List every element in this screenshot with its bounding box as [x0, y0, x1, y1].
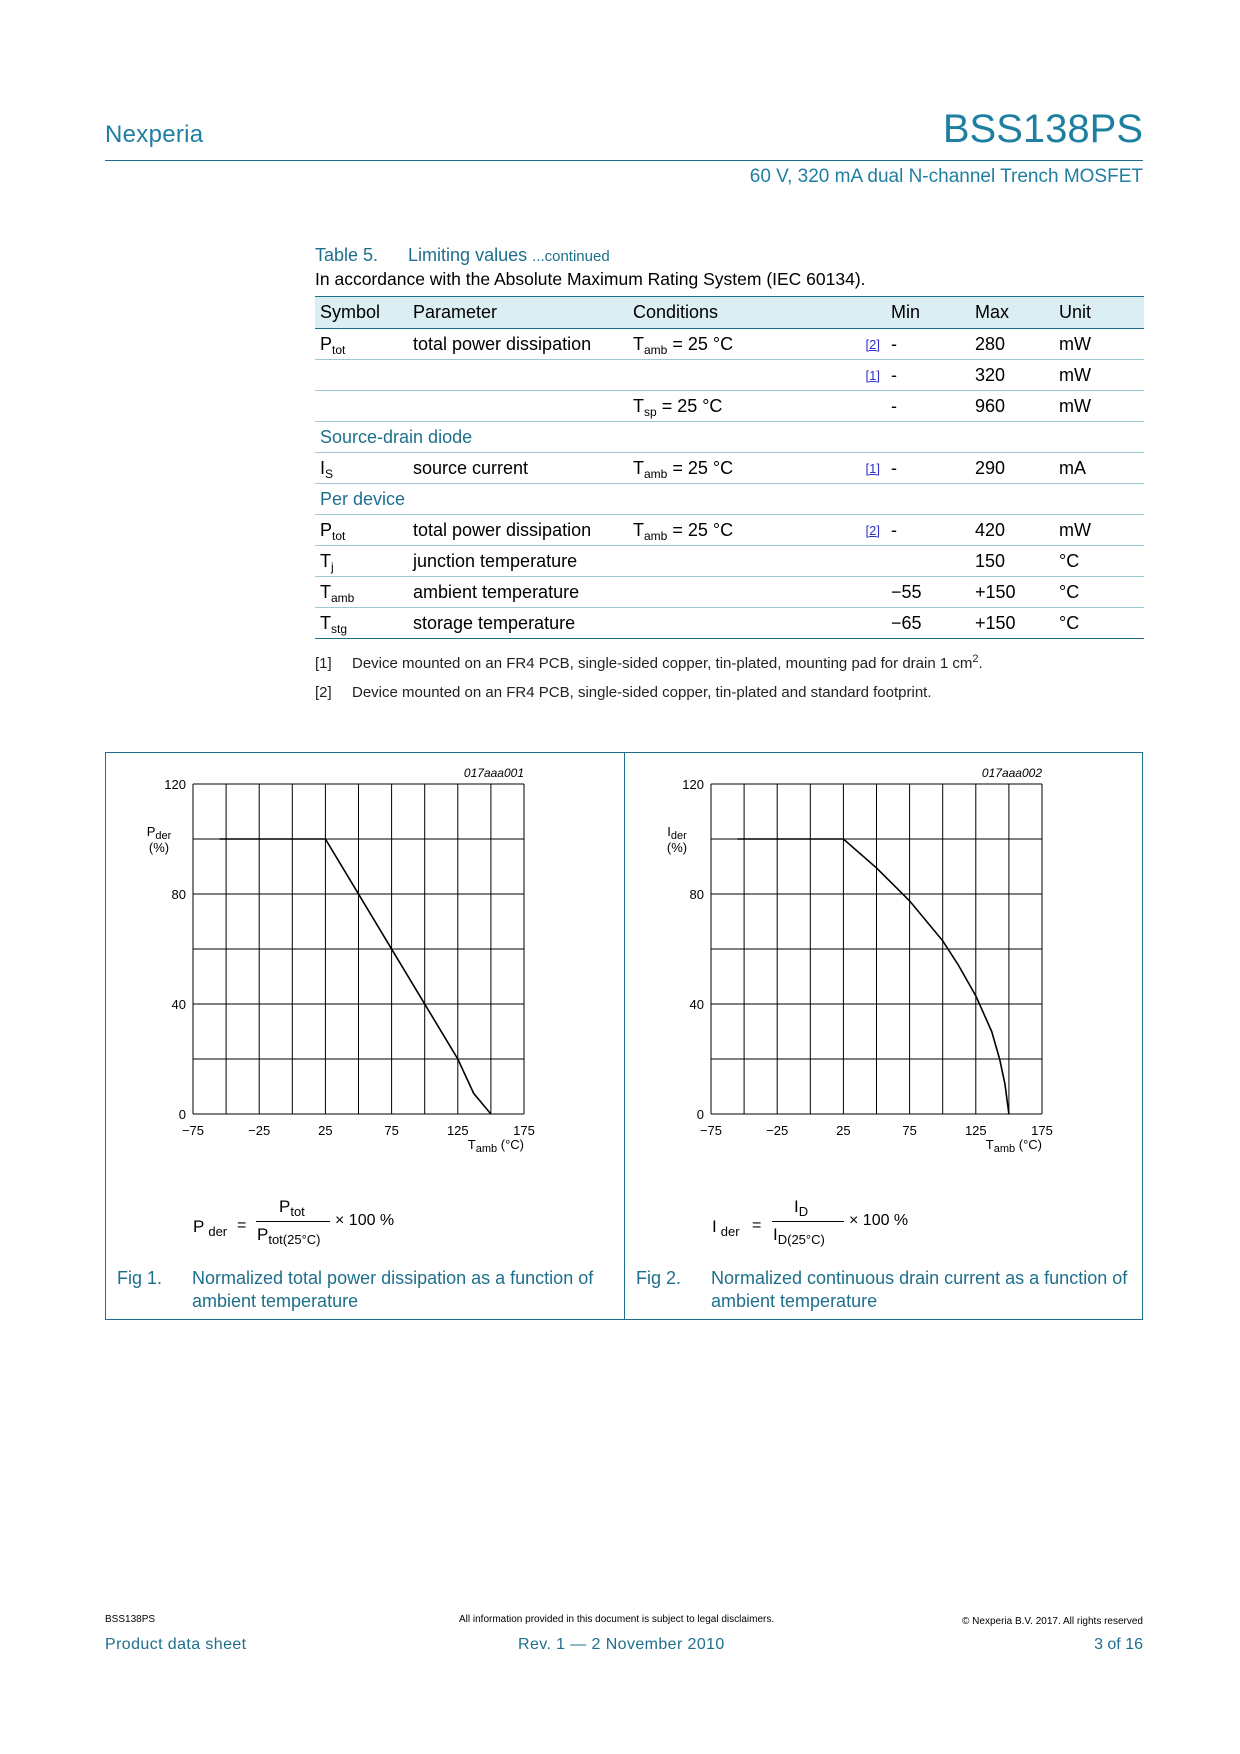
formula-1-bar — [256, 1221, 330, 1222]
cell-max — [970, 360, 1054, 391]
parameter-text: total power dissipation — [413, 519, 592, 540]
cell-min — [886, 453, 970, 484]
cell-note-ref — [856, 577, 886, 608]
max-value: 420 — [975, 519, 1006, 540]
condition-sub: sp — [644, 404, 657, 419]
note-reference-link[interactable]: [2] — [865, 336, 880, 352]
footer-doc-id: BSS138PS — [105, 1614, 156, 1625]
cell-conditions — [628, 608, 856, 639]
y-tick-label: 40 — [689, 997, 704, 1012]
symbol-sub: j — [331, 559, 334, 574]
footnote-1-number: [1] — [315, 655, 332, 672]
cell-parameter — [408, 608, 628, 639]
cell-conditions — [628, 453, 856, 484]
formula-2-equals: = — [752, 1217, 762, 1234]
cell-unit — [1054, 329, 1144, 360]
footnote-1 — [315, 655, 983, 672]
parameter-text: junction temperature — [413, 550, 578, 571]
figure-2-text: Normalized continuous drain current as a function of ambient temperature — [711, 1268, 1128, 1311]
max-value: 150 — [975, 550, 1006, 571]
table-row — [315, 360, 1144, 391]
col-min: Min — [886, 297, 970, 329]
footer-revision: Rev. 1 — 2 November 2010 — [518, 1636, 725, 1653]
limiting-values-table — [315, 296, 1144, 639]
header-rule — [105, 160, 1143, 161]
formula-2-denominator: $I_{D(25^\circ C)}$ — [773, 1225, 825, 1247]
y-tick-label: 120 — [164, 777, 186, 792]
cell-conditions — [628, 546, 856, 577]
cell-parameter — [408, 453, 628, 484]
min-value: - — [891, 519, 897, 540]
note-reference-link[interactable]: [1] — [865, 367, 880, 383]
x-tick-label: 25 — [318, 1123, 333, 1138]
table-number: Table 5. — [315, 245, 379, 265]
table-continued: ...continued — [532, 248, 610, 265]
col-symbol: Symbol — [315, 297, 408, 329]
figure-divider — [624, 752, 625, 1320]
max-value: +150 — [975, 612, 1016, 633]
figure-1-text: Normalized total power dissipation as a function of ambient temperature — [192, 1268, 594, 1311]
y-tick-label: 0 — [178, 1107, 186, 1122]
x-tick-label: 75 — [902, 1123, 917, 1138]
unit-value: mW — [1059, 395, 1091, 416]
symbol-sub: tot — [332, 342, 346, 357]
condition-rest: = 25 °C — [667, 457, 734, 478]
symbol-main: T — [320, 612, 331, 633]
cell-parameter — [408, 515, 628, 546]
table-row — [315, 546, 1144, 577]
condition-main: T — [633, 457, 644, 478]
cell-conditions — [628, 391, 856, 422]
x-axis-label-main: T — [467, 1137, 476, 1152]
y-axis-label-sub: der — [670, 830, 687, 842]
cell-conditions — [628, 515, 856, 546]
unit-value: mW — [1059, 364, 1091, 385]
formula-1-equals: = — [237, 1217, 247, 1234]
cell-note-ref — [856, 391, 886, 422]
x-axis-label-unit: (°C) — [1015, 1137, 1042, 1152]
footnote-2-text: Device mounted on an FR4 PCB, single-sided copper, tin-plated and standard footprint. — [352, 684, 932, 701]
cell-unit — [1054, 608, 1144, 639]
cell-min — [886, 577, 970, 608]
footnote-2 — [315, 684, 932, 701]
max-value: 960 — [975, 395, 1006, 416]
x-tick-label: 175 — [1031, 1123, 1053, 1138]
x-tick-label: 175 — [513, 1123, 535, 1138]
formula-2-times: × 100 % — [849, 1212, 909, 1229]
x-tick-label: 125 — [964, 1123, 987, 1138]
y-axis-label-sub: der — [155, 830, 172, 842]
min-value: - — [891, 333, 897, 354]
cell-unit — [1054, 453, 1144, 484]
condition-rest: = 25 °C — [656, 395, 723, 416]
footer-page-number: 3 of 16 — [1094, 1636, 1143, 1653]
col-note — [856, 297, 886, 329]
table-row — [315, 329, 1144, 360]
table-note: In accordance with the Absolute Maximum Rating System (IEC 60134). — [315, 269, 866, 289]
table-row — [315, 577, 1144, 608]
cell-min — [886, 360, 970, 391]
footnote-1-sup: 2 — [972, 653, 979, 665]
cell-conditions — [628, 329, 856, 360]
formula-2-bar — [772, 1221, 844, 1222]
table-row — [315, 515, 1144, 546]
cell-symbol — [315, 515, 408, 546]
figure-code: 017aaa001 — [463, 766, 524, 780]
cell-conditions — [628, 577, 856, 608]
brand-name: Nexperia — [105, 121, 204, 148]
footer-doc-type: Product data sheet — [105, 1636, 247, 1653]
document-subtitle: 60 V, 320 mA dual N-channel Trench MOSFET — [749, 166, 1143, 187]
symbol-sub: stg — [331, 621, 348, 636]
condition-sub: amb — [644, 342, 668, 357]
cell-max — [970, 329, 1054, 360]
table-row — [315, 608, 1144, 639]
parameter-text: source current — [413, 457, 529, 478]
cell-parameter — [408, 360, 628, 391]
cell-note-ref — [856, 329, 886, 360]
col-parameter: Parameter — [408, 297, 628, 329]
y-axis-unit: (%) — [148, 840, 170, 855]
col-max: Max — [970, 297, 1054, 329]
x-tick-label: −25 — [766, 1123, 789, 1138]
condition-rest: = 25 °C — [667, 519, 734, 540]
series-line-pder — [220, 839, 491, 1114]
parameter-text: total power dissipation — [413, 333, 592, 354]
x-axis-label — [986, 1137, 1042, 1155]
cell-symbol — [315, 453, 408, 484]
table-section-row — [315, 422, 1144, 453]
series-line-ider — [738, 839, 1009, 1114]
cell-symbol — [315, 329, 408, 360]
formula-1-numerator: $P_{tot}$ — [279, 1197, 305, 1219]
formula-1-times: × 100 % — [335, 1212, 395, 1229]
cell-parameter — [408, 546, 628, 577]
figure-1-caption — [117, 1267, 607, 1317]
cell-parameter — [408, 577, 628, 608]
cell-min — [886, 608, 970, 639]
min-value: −55 — [891, 581, 922, 602]
footnote-1-text: Device mounted on an FR4 PCB, single-sided copper, tin-plated, mounting pad for drain 1 cm — [352, 655, 973, 672]
min-value: −65 — [891, 612, 922, 633]
formula-2-lhs: I $_{der}$ — [712, 1217, 740, 1239]
cell-symbol — [315, 360, 408, 391]
cell-symbol — [315, 546, 408, 577]
table-row — [315, 453, 1144, 484]
max-value: 290 — [975, 457, 1006, 478]
parameter-text: ambient temperature — [413, 581, 580, 602]
x-tick-label: 75 — [384, 1123, 399, 1138]
cell-max — [970, 453, 1054, 484]
cell-unit — [1054, 360, 1144, 391]
unit-value: mW — [1059, 333, 1091, 354]
max-value: +150 — [975, 581, 1016, 602]
condition-sub: amb — [644, 466, 668, 481]
y-tick-label: 80 — [689, 887, 704, 902]
parameter-text: storage temperature — [413, 612, 576, 633]
cell-note-ref — [856, 546, 886, 577]
cell-conditions — [628, 360, 856, 391]
cell-min — [886, 546, 970, 577]
cell-unit — [1054, 515, 1144, 546]
condition-rest: = 25 °C — [667, 333, 734, 354]
cell-symbol — [315, 608, 408, 639]
footer-disclaimer: All information provided in this document is subject to legal disclaimers. — [459, 1614, 775, 1625]
unit-value: mW — [1059, 519, 1091, 540]
footnote-2-number: [2] — [315, 684, 332, 701]
symbol-main: P — [320, 333, 333, 354]
min-value: - — [891, 395, 897, 416]
y-axis-label-main: I — [667, 824, 671, 839]
cell-parameter — [408, 391, 628, 422]
cell-max — [970, 391, 1054, 422]
cell-unit — [1054, 391, 1144, 422]
y-axis-label-main: P — [146, 824, 156, 839]
formula-1-lhs: P $_{der}$ — [193, 1217, 228, 1239]
cell-note-ref — [856, 453, 886, 484]
x-axis-label-sub: amb — [993, 1143, 1016, 1155]
table-title: Limiting values — [408, 245, 528, 265]
note-reference-link[interactable]: [2] — [865, 522, 880, 538]
cell-symbol — [315, 577, 408, 608]
chart-power-derating — [140, 765, 610, 1185]
condition-main: T — [633, 333, 644, 354]
x-tick-label: 25 — [836, 1123, 851, 1138]
y-tick-label: 80 — [171, 887, 186, 902]
figure-2-caption — [636, 1267, 1126, 1317]
footer-copyright: © Nexperia B.V. 2017. All rights reserved — [962, 1616, 1143, 1627]
y-axis-unit: (%) — [666, 840, 688, 855]
document-title: BSS138PS — [942, 107, 1143, 151]
cell-min — [886, 391, 970, 422]
symbol-sub: tot — [332, 528, 346, 543]
figure-2-label: Fig 2. — [636, 1268, 682, 1288]
table-section-row — [315, 484, 1144, 515]
condition-main: T — [633, 395, 644, 416]
col-unit: Unit — [1054, 297, 1144, 329]
cell-note-ref — [856, 360, 886, 391]
x-axis-label-sub: amb — [475, 1143, 498, 1155]
chart-current-derating — [658, 765, 1128, 1185]
x-tick-label: −75 — [699, 1123, 723, 1138]
unit-value: °C — [1059, 581, 1080, 602]
table-row — [315, 391, 1144, 422]
unit-value: °C — [1059, 612, 1080, 633]
cell-symbol — [315, 391, 408, 422]
note-reference-link[interactable]: [1] — [865, 460, 880, 476]
min-value: - — [891, 457, 897, 478]
min-value: - — [891, 364, 897, 385]
x-tick-label: −25 — [248, 1123, 271, 1138]
cell-parameter — [408, 329, 628, 360]
x-tick-label: −75 — [181, 1123, 205, 1138]
symbol-sub: S — [325, 466, 334, 481]
unit-value: °C — [1059, 550, 1080, 571]
cell-note-ref — [856, 515, 886, 546]
cell-unit — [1054, 546, 1144, 577]
formula-2-numerator: $I_D$ — [794, 1197, 809, 1219]
symbol-sub: amb — [331, 590, 355, 605]
cell-max — [970, 608, 1054, 639]
footnote-1-end: . — [978, 655, 983, 672]
max-value: 320 — [975, 364, 1006, 385]
formula-1-denominator: $P_{tot(25^\circ C)}$ — [257, 1225, 321, 1247]
col-conditions: Conditions — [628, 297, 856, 329]
x-axis-label-unit: (°C) — [497, 1137, 524, 1152]
figure-1-label: Fig 1. — [117, 1268, 163, 1288]
x-tick-label: 125 — [446, 1123, 469, 1138]
cell-min — [886, 329, 970, 360]
section-title: Source-drain diode — [315, 422, 1144, 453]
y-tick-label: 40 — [171, 997, 186, 1012]
cell-max — [970, 515, 1054, 546]
table-header-row — [315, 297, 1144, 329]
cell-min — [886, 515, 970, 546]
y-tick-label: 0 — [696, 1107, 704, 1122]
symbol-main: P — [320, 519, 333, 540]
condition-sub: amb — [644, 528, 668, 543]
section-title: Per device — [315, 484, 1144, 515]
cell-unit — [1054, 577, 1144, 608]
figure-code: 017aaa002 — [981, 766, 1042, 780]
symbol-main: I — [320, 457, 326, 478]
y-tick-label: 120 — [682, 777, 704, 792]
table-caption — [315, 245, 610, 266]
symbol-main: T — [320, 581, 331, 602]
symbol-main: T — [320, 550, 331, 571]
x-axis-label-main: T — [985, 1137, 994, 1152]
condition-main: T — [633, 519, 644, 540]
x-axis-label — [468, 1137, 524, 1155]
cell-max — [970, 546, 1054, 577]
cell-note-ref — [856, 608, 886, 639]
max-value: 280 — [975, 333, 1006, 354]
cell-max — [970, 577, 1054, 608]
unit-value: mA — [1059, 457, 1086, 478]
